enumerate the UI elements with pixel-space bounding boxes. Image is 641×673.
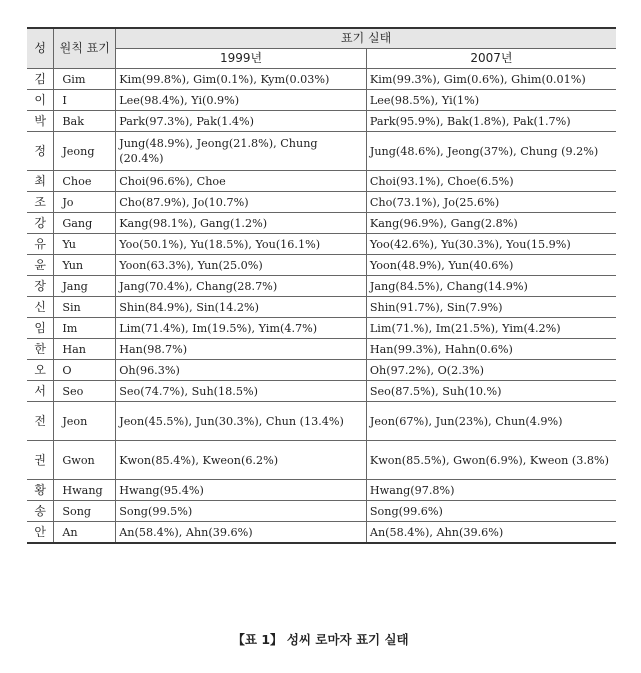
- original-romanization-cell: Jeon: [54, 402, 116, 441]
- header-year-2007: 2007년: [366, 49, 616, 69]
- surname-cell: 이: [27, 90, 54, 111]
- table-row: [27, 318, 616, 339]
- surname-cell: 최: [27, 171, 54, 192]
- usage-1999-cell: Oh(96.3%): [116, 360, 367, 381]
- original-romanization-cell: Hwang: [54, 480, 116, 501]
- surname-cell: 김: [27, 69, 54, 90]
- usage-2007-cell: Shin(91.7%), Sin(7.9%): [366, 297, 616, 318]
- usage-2007-cell: Oh(97.2%), O(2.3%): [366, 360, 616, 381]
- original-romanization-cell: Seo: [54, 381, 116, 402]
- usage-2007-cell: Jeon(67%), Jun(23%), Chun(4.9%): [366, 402, 616, 441]
- surname-cell: 황: [27, 480, 54, 501]
- usage-1999-cell: An(58.4%), Ahn(39.6%): [116, 522, 367, 544]
- usage-1999-cell: Park(97.3%), Pak(1.4%): [116, 111, 367, 132]
- table-row: [27, 276, 616, 297]
- usage-1999-cell: Hwang(95.4%): [116, 480, 367, 501]
- surname-cell: 권: [27, 441, 54, 480]
- surname-romanization-table: [27, 27, 616, 544]
- surname-cell: 안: [27, 522, 54, 544]
- table-row: [27, 213, 616, 234]
- usage-1999-cell: Choi(96.6%), Choe: [116, 171, 367, 192]
- table-row: [27, 441, 616, 480]
- usage-2007-cell: Kim(99.3%), Gim(0.6%), Ghim(0.01%): [366, 69, 616, 90]
- surname-cell: 임: [27, 318, 54, 339]
- header-year-1999: 1999년: [116, 49, 367, 69]
- table-row: [27, 192, 616, 213]
- original-romanization-cell: Yun: [54, 255, 116, 276]
- usage-1999-cell: Lee(98.4%), Yi(0.9%): [116, 90, 367, 111]
- original-romanization-cell: O: [54, 360, 116, 381]
- table-row: [27, 402, 616, 441]
- surname-cell: 강: [27, 213, 54, 234]
- table-row: [27, 171, 616, 192]
- surname-cell: 한: [27, 339, 54, 360]
- usage-2007-cell: Song(99.6%): [366, 501, 616, 522]
- original-romanization-cell: Choe: [54, 171, 116, 192]
- usage-2007-cell: Kwon(85.5%), Gwon(6.9%), Kweon (3.8%): [366, 441, 616, 480]
- header-original: 원칙 표기: [54, 28, 116, 69]
- usage-1999-cell: Shin(84.9%), Sin(14.2%): [116, 297, 367, 318]
- table-row: [27, 255, 616, 276]
- original-romanization-cell: Yu: [54, 234, 116, 255]
- usage-2007-cell: Choi(93.1%), Choe(6.5%): [366, 171, 616, 192]
- table-row: [27, 339, 616, 360]
- table-row: [27, 297, 616, 318]
- surname-table-wrapper: [27, 27, 616, 544]
- usage-1999-cell: Kang(98.1%), Gang(1.2%): [116, 213, 367, 234]
- original-romanization-cell: Jo: [54, 192, 116, 213]
- surname-cell: 박: [27, 111, 54, 132]
- original-romanization-cell: Gim: [54, 69, 116, 90]
- usage-2007-cell: Yoon(48.9%), Yun(40.6%): [366, 255, 616, 276]
- surname-cell: 오: [27, 360, 54, 381]
- usage-2007-cell: Cho(73.1%), Jo(25.6%): [366, 192, 616, 213]
- original-romanization-cell: Gang: [54, 213, 116, 234]
- usage-1999-cell: Song(99.5%): [116, 501, 367, 522]
- header-surname: 성: [27, 28, 54, 69]
- table-row: [27, 480, 616, 501]
- usage-1999-cell: Cho(87.9%), Jo(10.7%): [116, 192, 367, 213]
- usage-1999-cell: Han(98.7%): [116, 339, 367, 360]
- surname-cell: 정: [27, 132, 54, 171]
- original-romanization-cell: Song: [54, 501, 116, 522]
- surname-cell: 유: [27, 234, 54, 255]
- table-caption: 【표 1】 성씨 로마자 표기 실태: [232, 632, 409, 647]
- original-romanization-cell: Bak: [54, 111, 116, 132]
- table-row: [27, 381, 616, 402]
- table-row: [27, 234, 616, 255]
- original-romanization-cell: Han: [54, 339, 116, 360]
- usage-1999-cell: Yoon(63.3%), Yun(25.0%): [116, 255, 367, 276]
- original-romanization-cell: Jang: [54, 276, 116, 297]
- usage-1999-cell: Jung(48.9%), Jeong(21.8%), Chung (20.4%): [116, 132, 367, 171]
- usage-2007-cell: Park(95.9%), Bak(1.8%), Pak(1.7%): [366, 111, 616, 132]
- table-row: [27, 90, 616, 111]
- table-row: [27, 132, 616, 171]
- surname-cell: 신: [27, 297, 54, 318]
- table-row: [27, 69, 616, 90]
- table-row: [27, 360, 616, 381]
- surname-cell: 송: [27, 501, 54, 522]
- original-romanization-cell: I: [54, 90, 116, 111]
- original-romanization-cell: Gwon: [54, 441, 116, 480]
- usage-2007-cell: Seo(87.5%), Suh(10.%): [366, 381, 616, 402]
- usage-2007-cell: An(58.4%), Ahn(39.6%): [366, 522, 616, 544]
- table-row: [27, 501, 616, 522]
- table-row: [27, 522, 616, 544]
- original-romanization-cell: Jeong: [54, 132, 116, 171]
- surname-cell: 전: [27, 402, 54, 441]
- surname-cell: 조: [27, 192, 54, 213]
- usage-1999-cell: Kwon(85.4%), Kweon(6.2%): [116, 441, 367, 480]
- original-romanization-cell: An: [54, 522, 116, 544]
- usage-2007-cell: Lee(98.5%), Yi(1%): [366, 90, 616, 111]
- usage-2007-cell: Han(99.3%), Hahn(0.6%): [366, 339, 616, 360]
- usage-1999-cell: Jeon(45.5%), Jun(30.3%), Chun (13.4%): [116, 402, 367, 441]
- table-row: [27, 111, 616, 132]
- usage-2007-cell: Kang(96.9%), Gang(2.8%): [366, 213, 616, 234]
- usage-2007-cell: Yoo(42.6%), Yu(30.3%), You(15.9%): [366, 234, 616, 255]
- header-actual: 표기 실태: [116, 28, 616, 49]
- usage-1999-cell: Kim(99.8%), Gim(0.1%), Kym(0.03%): [116, 69, 367, 90]
- surname-cell: 서: [27, 381, 54, 402]
- usage-1999-cell: Lim(71.4%), Im(19.5%), Yim(4.7%): [116, 318, 367, 339]
- surname-cell: 장: [27, 276, 54, 297]
- usage-1999-cell: Seo(74.7%), Suh(18.5%): [116, 381, 367, 402]
- usage-2007-cell: Jang(84.5%), Chang(14.9%): [366, 276, 616, 297]
- usage-2007-cell: Jung(48.6%), Jeong(37%), Chung (9.2%): [366, 132, 616, 171]
- usage-2007-cell: Hwang(97.8%): [366, 480, 616, 501]
- usage-1999-cell: Yoo(50.1%), Yu(18.5%), You(16.1%): [116, 234, 367, 255]
- usage-2007-cell: Lim(71.%), Im(21.5%), Yim(4.2%): [366, 318, 616, 339]
- original-romanization-cell: Sin: [54, 297, 116, 318]
- original-romanization-cell: Im: [54, 318, 116, 339]
- usage-1999-cell: Jang(70.4%), Chang(28.7%): [116, 276, 367, 297]
- surname-cell: 윤: [27, 255, 54, 276]
